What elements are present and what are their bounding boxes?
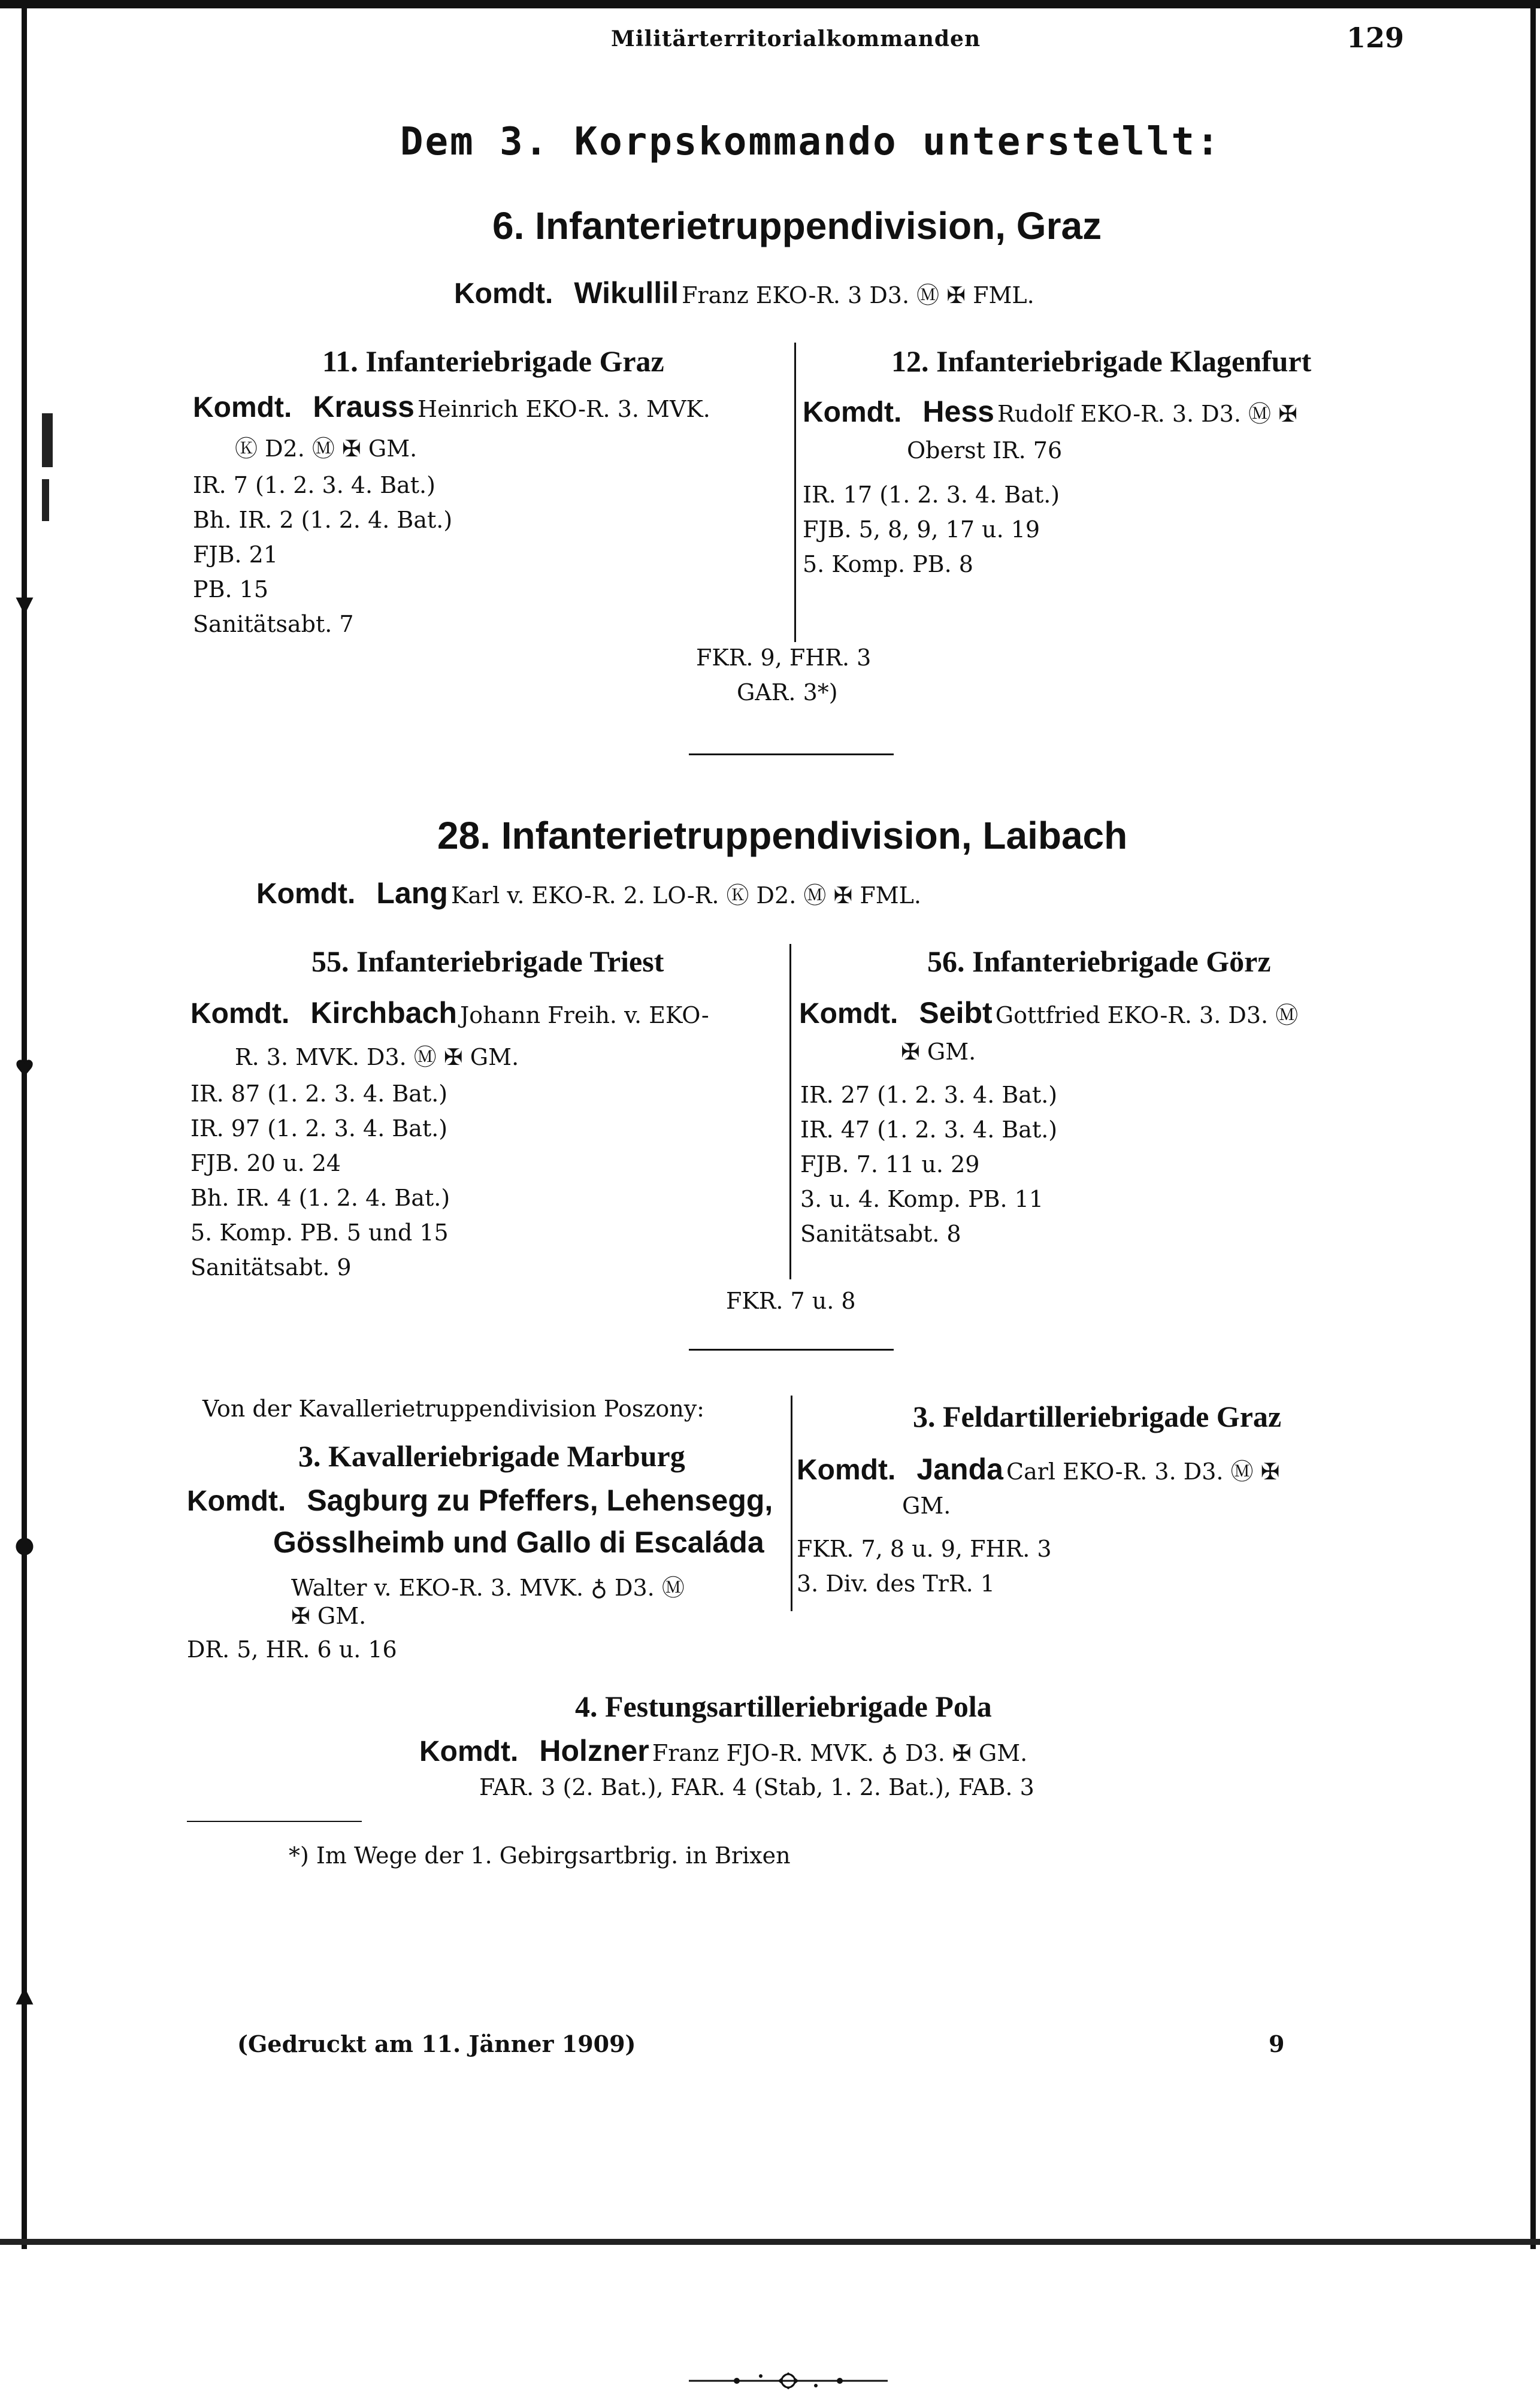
binding-clip-icon: ● [14,1532,35,1558]
commander-details: Johann Freih. v. EKO- [460,1002,709,1028]
unit-line: FJB. 5, 8, 9, 17 u. 19 [803,516,1040,543]
unit-line: 3. u. 4. Komp. PB. 11 [800,1186,1044,1212]
commander-details: Karl v. EKO-R. 2. LO-R. Ⓚ D2. Ⓜ ✠ FML. [450,882,921,909]
komdt-label: Komdt. [803,397,902,428]
unit-line: IR. 97 (1. 2. 3. 4. Bat.) [190,1115,448,1142]
commander-name: Krauss [313,390,415,423]
komdt-label: Komdt. [799,998,898,1030]
unit-line: IR. 7 (1. 2. 3. 4. Bat.) [193,472,435,498]
scan-border-right [1530,0,1536,2249]
commander-details-cont: R. 3. MVK. D3. Ⓜ ✠ GM. [235,1044,519,1070]
main-heading: Dem 3. Korpskommando unterstellt: [400,120,1221,164]
commander-name: Sagburg zu Pfeffers, Lehensegg, [307,1484,773,1517]
scan-border-left [22,0,27,2249]
footnote-rule [187,1821,362,1822]
commander-details: Gottfried EKO-R. 3. D3. Ⓜ [995,1002,1299,1028]
footnote: *) Im Wege der 1. Gebirgsartbrig. in Brixen [289,1842,791,1869]
commander-details: Rudolf EKO-R. 3. D3. Ⓜ ✠ [997,401,1297,427]
cavalry-brigade-title: 3. Kavalleriebrigade Marburg [298,1439,685,1473]
unit-line: Bh. IR. 2 (1. 2. 4. Bat.) [193,507,453,533]
komdt-label: Komdt. [190,998,290,1030]
unit-line: FAR. 3 (2. Bat.), FAR. 4 (Stab, 1. 2. Bat.), FAB. 3 [479,1774,1034,1800]
komdt-label: Komdt. [187,1485,286,1517]
unit-line: FJB. 20 u. 24 [190,1150,341,1176]
brigade-56-title: 56. Infanteriebrigade Görz [927,945,1271,978]
commander-name-cont: Gösslheimb und Gallo di Escaláda [273,1526,764,1559]
fortress-artillery-title: 4. Festungsartilleriebrigade Pola [575,1690,992,1723]
unit-line: DR. 5, HR. 6 u. 16 [187,1636,397,1663]
side-tab-mark [42,479,49,521]
unit-line: IR. 47 (1. 2. 3. 4. Bat.) [800,1116,1058,1143]
commander-name: Holzner [539,1734,649,1767]
commander-name: Wikullil [574,276,679,310]
column-divider [794,343,796,642]
running-head: Militärterritorialkommanden [611,26,981,52]
commander-details: Walter v. EKO-R. 3. MVK. ♁ D3. Ⓜ [291,1575,685,1601]
commander-details-cont: Oberst IR. 76 [907,437,1063,464]
division-6-footer: GAR. 3*) [737,679,838,706]
division-28-commander [256,876,921,910]
unit-line: FJB. 7. 11 u. 29 [800,1151,980,1178]
unit-line: PB. 15 [193,576,269,603]
unit-line: Bh. IR. 4 (1. 2. 4. Bat.) [190,1185,450,1211]
commander-details-cont: ✠ GM. [901,1039,976,1065]
unit-line: Sanitätsabt. 9 [190,1254,352,1281]
commander-name: Kirchbach [310,996,457,1030]
section-separator [689,1349,894,1351]
komdt-label: Komdt. [797,1454,896,1486]
fortress-artillery-commander [419,1733,1027,1768]
cavalry-commander [187,1483,773,1518]
unit-line: 3. Div. des TrR. 1 [797,1570,995,1597]
komdt-label: Komdt. [193,392,292,423]
brigade-11-commander [193,389,710,424]
binding-clip-icon: ♥ [14,1055,35,1082]
unit-line: FKR. 7, 8 u. 9, FHR. 3 [797,1536,1052,1562]
commander-details: Franz EKO-R. 3 D3. Ⓜ ✠ FML. [682,282,1034,308]
division-28-title: 28. Infanterietruppendivision, Laibach [437,814,1128,857]
division-28-footer: FKR. 7 u. 8 [726,1288,856,1314]
commander-name: Lang [376,876,448,910]
commander-name: Janda [916,1452,1003,1486]
commander-details-cont: GM. [902,1493,951,1519]
brigade-56-commander [799,995,1298,1030]
print-note: (Gedruckt am 11. Jänner 1909) [237,2030,636,2057]
brigade-55-commander [190,995,709,1030]
commander-details: Carl EKO-R. 3. D3. Ⓜ ✠ [1006,1458,1280,1485]
page-number: 129 [1347,22,1405,54]
unit-line: IR. 27 (1. 2. 3. 4. Bat.) [800,1082,1058,1108]
komdt-label: Komdt. [419,1736,519,1767]
commander-details: Heinrich EKO-R. 3. MVK. [417,396,710,422]
unit-line: Sanitätsabt. 8 [800,1221,961,1247]
division-6-commander [454,276,1034,310]
binding-clip-icon: ▼ [16,591,34,618]
scan-border-top [0,0,1540,8]
komdt-label: Komdt. [454,278,553,310]
scan-border-bottom [0,2239,1540,2245]
commander-details-cont: Ⓚ D2. Ⓜ ✠ GM. [235,435,417,462]
side-tab-mark [42,413,53,467]
commander-name: Seibt [919,996,993,1030]
column-divider [789,944,791,1279]
binding-clip-icon: ▲ [16,1981,34,2007]
field-artillery-title: 3. Feldartilleriebrigade Graz [913,1400,1282,1433]
brigade-11-title: 11. Infanteriebrigade Graz [322,344,664,378]
unit-line: 5. Komp. PB. 8 [803,551,973,577]
unit-line: IR. 17 (1. 2. 3. 4. Bat.) [803,482,1060,508]
komdt-label: Komdt. [256,878,356,910]
unit-line: 5. Komp. PB. 5 und 15 [190,1219,449,1246]
cavalry-intro: Von der Kavallerietruppendivision Poszony: [202,1396,704,1422]
division-6-title: 6. Infanterietruppendivision, Graz [492,204,1102,247]
brigade-55-title: 55. Infanteriebrigade Triest [311,945,664,978]
field-artillery-commander [797,1452,1279,1487]
commander-details-cont: ✠ GM. [291,1603,367,1629]
division-6-footer: FKR. 9, FHR. 3 [696,644,872,671]
brigade-12-title: 12. Infanteriebrigade Klagenfurt [891,344,1312,378]
section-separator [689,753,894,755]
column-divider [791,1396,792,1611]
signature-mark: 9 [1269,2030,1285,2057]
unit-line: IR. 87 (1. 2. 3. 4. Bat.) [190,1081,448,1107]
brigade-12-commander [803,394,1297,429]
commander-name: Hess [922,395,994,428]
unit-line: Sanitätsabt. 7 [193,611,354,637]
ornament-divider [689,2371,888,2391]
commander-details: Franz FJO-R. MVK. ♁ D3. ✠ GM. [652,1740,1028,1766]
unit-line: FJB. 21 [193,541,279,568]
